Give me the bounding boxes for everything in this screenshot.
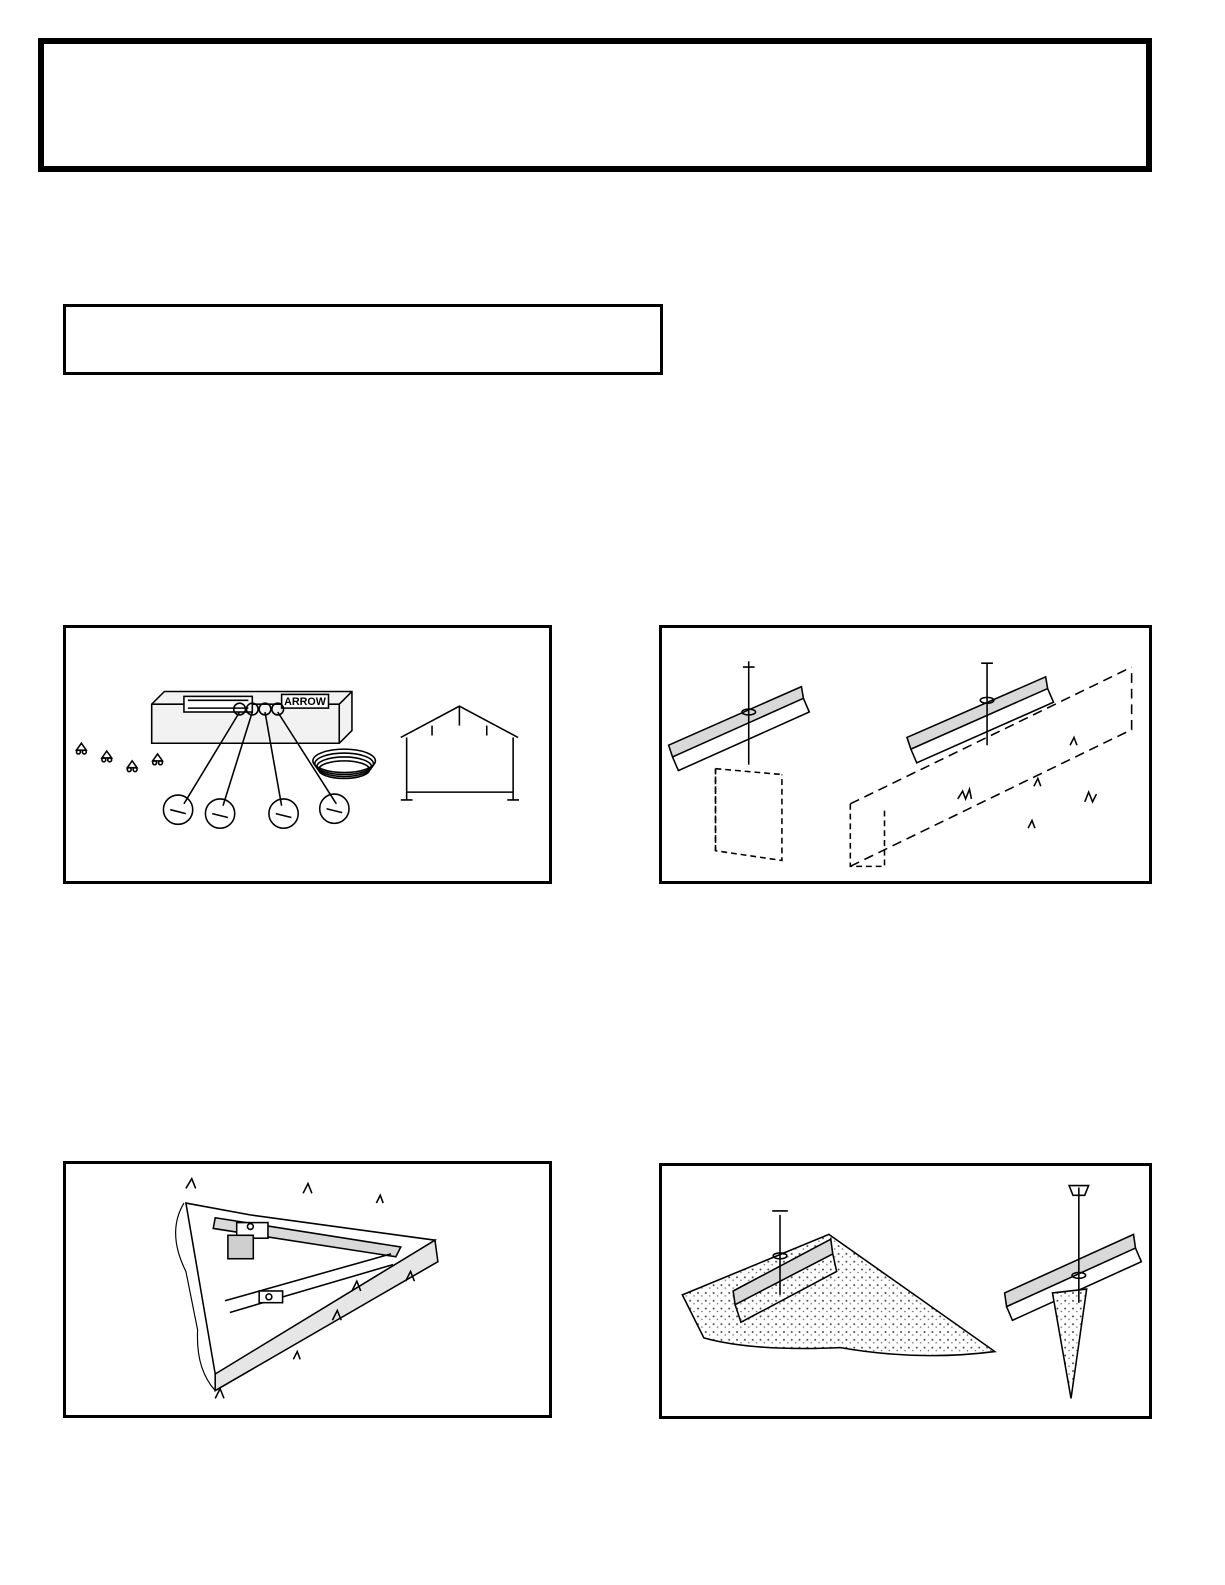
figure-wood-anchoring xyxy=(659,625,1152,884)
figure-anchor-kit xyxy=(63,625,552,884)
section-heading-box xyxy=(63,304,663,375)
slab-anchoring-illustration xyxy=(66,1164,549,1415)
page-title-box xyxy=(38,38,1152,172)
brand-label-text: ARROW xyxy=(284,696,326,709)
concrete-anchoring-illustration xyxy=(662,1166,1149,1416)
figure-concrete-anchoring xyxy=(659,1163,1152,1419)
wood-anchoring-illustration xyxy=(662,628,1149,881)
anchor-kit-illustration xyxy=(66,628,549,881)
figure-slab-anchoring xyxy=(63,1161,552,1418)
